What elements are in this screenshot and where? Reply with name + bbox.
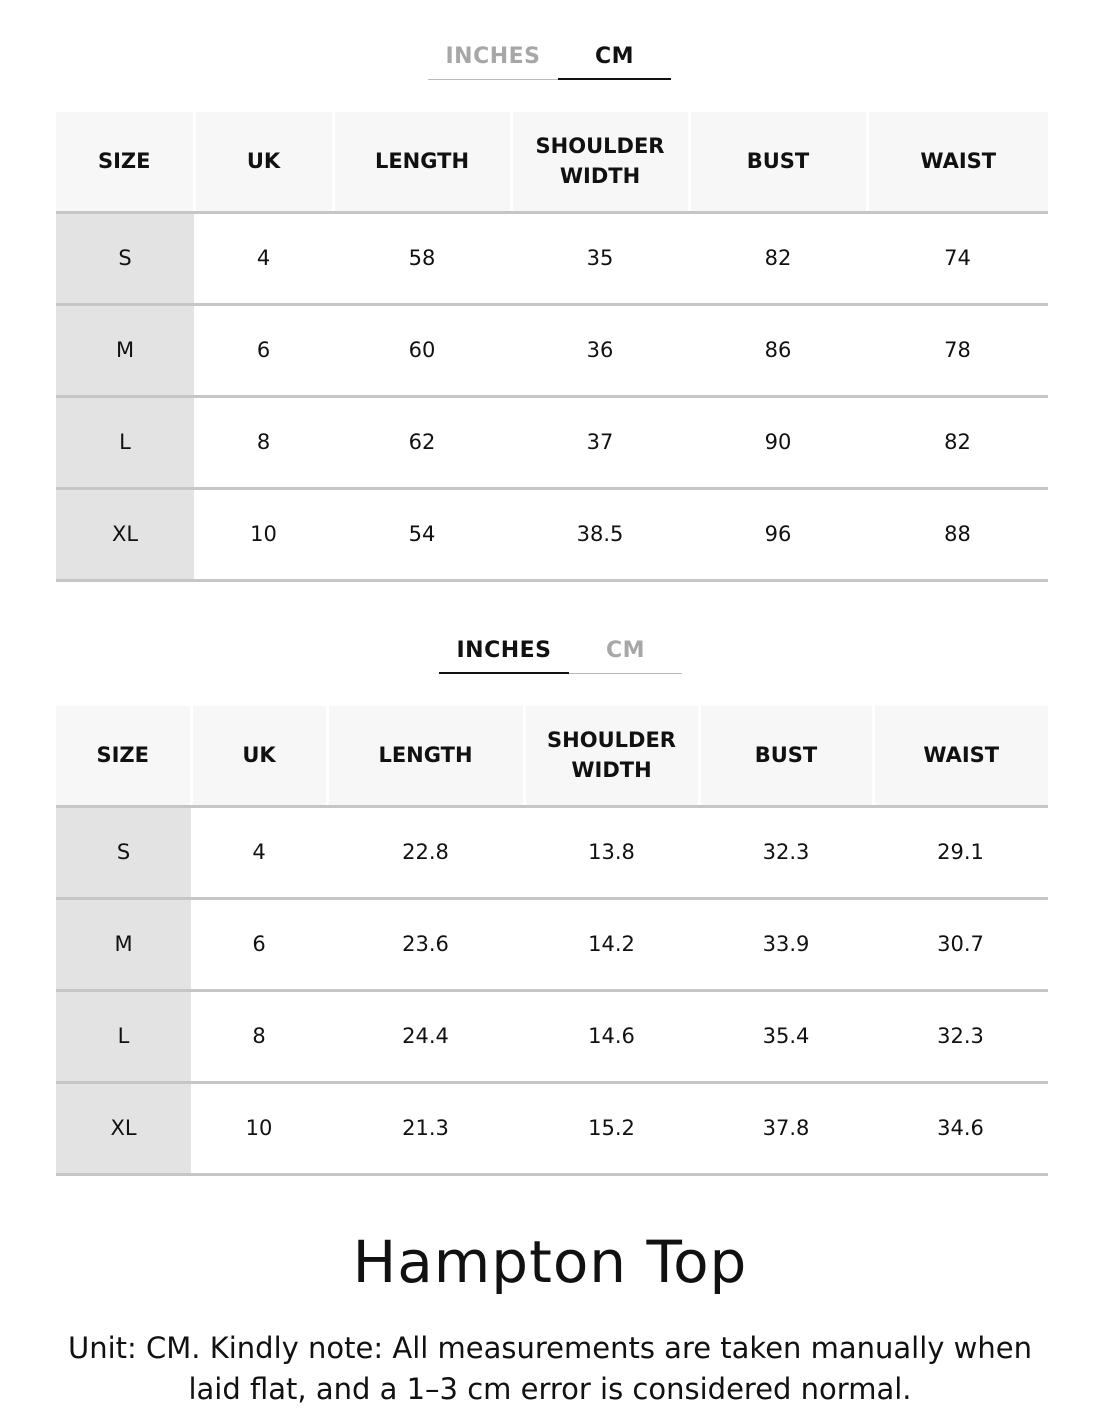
table-row	[56, 806, 1048, 898]
tab-inches[interactable]: INCHES	[439, 634, 569, 674]
length-cell: 22.8	[327, 806, 524, 898]
bust-cell: 35.4	[699, 990, 873, 1082]
bust-cell: 86	[689, 304, 867, 396]
uk-cell: 6	[194, 304, 333, 396]
table-row	[56, 898, 1048, 990]
waist-cell: 74	[867, 212, 1048, 304]
bust-cell: 32.3	[699, 806, 873, 898]
column-header-shoulder-width: SHOULDER WIDTH	[511, 112, 689, 212]
unit-tabs-cm-chart	[428, 40, 671, 80]
tab-inches[interactable]: INCHES	[428, 40, 558, 80]
length-cell: 58	[333, 212, 511, 304]
size-table-inches	[56, 706, 1048, 1176]
size-label-cell: L	[56, 990, 191, 1082]
length-cell: 54	[333, 488, 511, 580]
length-cell: 24.4	[327, 990, 524, 1082]
measurement-note: Unit: CM. Kindly note: All measurements are taken manually when laid flat, and a 1–3 cm error is considered normal.	[68, 1331, 1032, 1406]
column-header-size: SIZE	[56, 112, 194, 212]
bust-cell: 33.9	[699, 898, 873, 990]
size-label-cell: XL	[56, 1082, 191, 1174]
shoulder-width-cell: 35	[511, 212, 689, 304]
bust-cell: 96	[689, 488, 867, 580]
column-header-length: LENGTH	[327, 706, 524, 806]
size-label-cell: M	[56, 898, 191, 990]
table-row	[56, 212, 1048, 304]
waist-cell: 34.6	[873, 1082, 1048, 1174]
column-header-waist: WAIST	[873, 706, 1048, 806]
waist-cell: 29.1	[873, 806, 1048, 898]
size-label-cell: L	[56, 396, 194, 488]
length-cell: 21.3	[327, 1082, 524, 1174]
bust-cell: 82	[689, 212, 867, 304]
column-header-shoulder-width: SHOULDER WIDTH	[524, 706, 699, 806]
waist-cell: 82	[867, 396, 1048, 488]
shoulder-width-cell: 38.5	[511, 488, 689, 580]
size-label-cell: S	[56, 806, 191, 898]
column-header-bust: BUST	[689, 112, 867, 212]
column-header-size: SIZE	[56, 706, 191, 806]
shoulder-width-cell: 36	[511, 304, 689, 396]
shoulder-width-cell: 14.6	[524, 990, 699, 1082]
column-header-bust: BUST	[699, 706, 873, 806]
uk-cell: 6	[191, 898, 327, 990]
length-cell: 62	[333, 396, 511, 488]
table-header-row	[56, 112, 1048, 212]
table-row	[56, 1082, 1048, 1174]
size-label-cell: S	[56, 212, 194, 304]
length-cell: 23.6	[327, 898, 524, 990]
shoulder-width-cell: 14.2	[524, 898, 699, 990]
column-header-uk: UK	[191, 706, 327, 806]
table-row	[56, 304, 1048, 396]
uk-cell: 10	[194, 488, 333, 580]
column-header-length: LENGTH	[333, 112, 511, 212]
column-header-uk: UK	[194, 112, 333, 212]
shoulder-width-cell: 15.2	[524, 1082, 699, 1174]
waist-cell: 78	[867, 304, 1048, 396]
uk-cell: 10	[191, 1082, 327, 1174]
table-row	[56, 990, 1048, 1082]
bust-cell: 90	[689, 396, 867, 488]
table-header-row	[56, 706, 1048, 806]
waist-cell: 88	[867, 488, 1048, 580]
unit-tabs-inches-chart	[439, 634, 682, 674]
length-cell: 60	[333, 304, 511, 396]
shoulder-width-cell: 13.8	[524, 806, 699, 898]
size-label-cell: M	[56, 304, 194, 396]
waist-cell: 30.7	[873, 898, 1048, 990]
uk-cell: 4	[191, 806, 327, 898]
size-label-cell: XL	[56, 488, 194, 580]
uk-cell: 4	[194, 212, 333, 304]
column-header-waist: WAIST	[867, 112, 1048, 212]
uk-cell: 8	[191, 990, 327, 1082]
product-title: Hampton Top	[352, 1228, 748, 1296]
waist-cell: 32.3	[873, 990, 1048, 1082]
tab-cm[interactable]: CM	[558, 40, 671, 80]
table-row	[56, 396, 1048, 488]
table-row	[56, 488, 1048, 580]
uk-cell: 8	[194, 396, 333, 488]
size-table-cm	[56, 112, 1048, 582]
bust-cell: 37.8	[699, 1082, 873, 1174]
tab-cm[interactable]: CM	[569, 634, 682, 674]
shoulder-width-cell: 37	[511, 396, 689, 488]
